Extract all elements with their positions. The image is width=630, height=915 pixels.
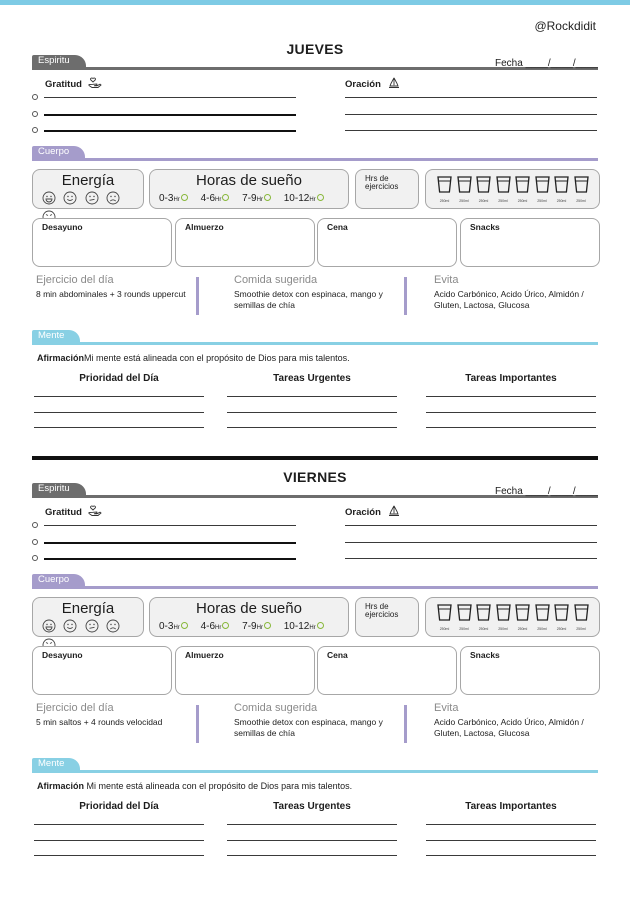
snacks-label: Snacks: [470, 650, 500, 660]
day-title: JUEVES: [286, 41, 344, 57]
oracion-line-2[interactable]: [345, 542, 597, 543]
ejercicio-text: 8 min abdominales + 3 rounds uppercut: [36, 289, 186, 299]
energia-label: Energía: [61, 600, 115, 617]
prioridad-line-3[interactable]: [34, 855, 204, 856]
snacks-box[interactable]: [460, 646, 600, 695]
oracion-label: Oración: [345, 505, 401, 518]
importantes-line-1[interactable]: [426, 824, 596, 825]
water-glass-label: 250ml: [556, 199, 567, 203]
water-glass-icon: [476, 176, 491, 193]
neutral-face-icon[interactable]: [85, 191, 99, 205]
top-accent-bar: [0, 0, 630, 5]
gratitud-label: Gratitud: [45, 505, 102, 518]
sleep-option[interactable]: 10-12Hr: [284, 621, 324, 632]
urgentes-heading: Tareas Urgentes: [273, 373, 351, 384]
horas-sueno-label: Horas de sueño: [196, 172, 302, 189]
water-glass[interactable]: [475, 604, 492, 631]
comida-heading: Comida sugerida: [234, 274, 318, 286]
prioridad-line-2[interactable]: [34, 840, 204, 841]
water-glass[interactable]: [514, 176, 531, 203]
water-glass-icon: [535, 604, 550, 621]
horas-sueno-box: [149, 597, 349, 637]
afirmacion: AfirmaciónMi mente está alineada con el propósito de Dios para mis talentos.: [37, 353, 350, 363]
day-viernes: [0, 469, 630, 915]
water-glass[interactable]: [553, 176, 570, 203]
cena-label: Cena: [327, 650, 348, 660]
section-rule-cuerpo: [32, 586, 598, 589]
water-glass[interactable]: [573, 604, 590, 631]
prioridad-line-3[interactable]: [34, 427, 204, 428]
sleep-radio-icon[interactable]: [222, 622, 229, 629]
evita-text: Acido Carbónico, Acido Úrico, Almidón / Gluten, Lactosa, Glucosa: [434, 717, 584, 738]
cena-label: Cena: [327, 222, 348, 232]
section-tab-espiritu: Espiritu: [32, 55, 86, 67]
water-glass-icon: [476, 604, 491, 621]
importantes-line-2[interactable]: [426, 412, 596, 413]
desayuno-label: Desayuno: [42, 650, 83, 660]
column-separator: [404, 705, 407, 743]
water-glass-icon: [515, 604, 530, 621]
happy-face-icon[interactable]: [63, 619, 77, 633]
sleep-radio-icon[interactable]: [317, 622, 324, 629]
gratitud-line-2[interactable]: [44, 114, 296, 116]
gratitud-bullet: [32, 111, 38, 117]
afirmacion: Afirmación Mi mente está alineada con el propósito de Dios para mis talentos.: [37, 781, 353, 791]
section-tab-cuerpo: Cuerpo: [32, 574, 85, 586]
section-rule-mente: [32, 342, 598, 345]
urgentes-line-1[interactable]: [227, 824, 397, 825]
urgentes-line-2[interactable]: [227, 412, 397, 413]
sleep-radio-icon[interactable]: [264, 622, 271, 629]
gratitud-bullet: [32, 555, 38, 561]
water-glass-icon: [437, 604, 452, 621]
desayuno-box[interactable]: [32, 646, 172, 695]
water-glass-icon: [496, 604, 511, 621]
day-jueves: [0, 41, 630, 487]
water-glass-icon: [457, 604, 472, 621]
sleep-option[interactable]: 4-6Hr: [201, 621, 230, 632]
water-glass-icon: [535, 176, 550, 193]
section-rule-mente: [32, 770, 598, 773]
cena-box[interactable]: [317, 646, 457, 695]
water-glasses: [436, 604, 592, 635]
water-glass[interactable]: [534, 604, 551, 631]
ejercicio-text: 5 min saltos + 4 rounds velocidad: [36, 717, 163, 727]
day-title: VIERNES: [283, 469, 347, 485]
sleep-radio-icon[interactable]: [264, 194, 271, 201]
comida-text: Smoothie detox con espinaca, mango y semillas de chía: [234, 717, 383, 738]
ejercicio-heading: Ejercicio del día: [36, 702, 114, 714]
gratitud-line-1[interactable]: [44, 525, 296, 526]
urgentes-line-1[interactable]: [227, 396, 397, 397]
sleep-radio-icon[interactable]: [181, 194, 188, 201]
water-glass-label: 250ml: [439, 199, 450, 203]
water-glass-icon: [496, 176, 511, 193]
horas-sueno-box: [149, 169, 349, 209]
oracion-line-1[interactable]: [345, 97, 597, 98]
water-glass-label: 250ml: [517, 627, 528, 631]
neutral-face-icon[interactable]: [85, 619, 99, 633]
desayuno-box[interactable]: [32, 218, 172, 267]
sleep-option[interactable]: 7-9Hr: [242, 621, 271, 632]
water-glass[interactable]: [436, 176, 453, 203]
water-glass-label: 250ml: [537, 199, 547, 203]
sleep-radio-icon[interactable]: [222, 194, 229, 201]
gratitud-bullet: [32, 539, 38, 545]
prioridad-line-2[interactable]: [34, 412, 204, 413]
water-glass-icon: [574, 604, 589, 621]
water-glass-icon: [554, 176, 569, 193]
gratitud-label: Gratitud: [45, 77, 102, 90]
importantes-line-3[interactable]: [426, 427, 596, 428]
energia-box: [32, 597, 144, 637]
gratitud-line-3[interactable]: [44, 130, 296, 132]
water-glass-label: 250ml: [498, 199, 508, 203]
hrs-ejercicios-box[interactable]: [355, 597, 419, 637]
water-glass-label: 250ml: [478, 627, 489, 631]
almuerzo-label: Almuerzo: [185, 222, 224, 232]
desayuno-label: Desayuno: [42, 222, 83, 232]
snacks-box[interactable]: [460, 218, 600, 267]
cena-box[interactable]: [317, 218, 457, 267]
almuerzo-box[interactable]: [175, 218, 315, 267]
almuerzo-label: Almuerzo: [185, 650, 224, 660]
praying-hands-icon: [387, 505, 401, 517]
energia-label: Energía: [61, 172, 115, 189]
water-tracker-box: [425, 169, 600, 209]
sleep-radio-icon[interactable]: [181, 622, 188, 629]
water-glass[interactable]: [514, 604, 531, 631]
hrs-ejercicios-label: Hrs de ejercicios: [365, 602, 399, 619]
ejercicio-heading: Ejercicio del día: [36, 274, 114, 286]
evita-heading: Evita: [434, 274, 459, 286]
comida-text: Smoothie detox con espinaca, mango y semillas de chía: [234, 289, 383, 310]
gratitud-bullet: [32, 127, 38, 133]
snacks-label: Snacks: [470, 222, 500, 232]
prioridad-heading: Prioridad del Día: [79, 373, 159, 384]
sleep-radio-icon[interactable]: [317, 194, 324, 201]
section-tab-cuerpo: Cuerpo: [32, 146, 85, 158]
urgentes-line-3[interactable]: [227, 855, 397, 856]
water-glass-label: 250ml: [459, 627, 469, 631]
energia-box: [32, 169, 144, 209]
prioridad-line-1[interactable]: [34, 396, 204, 397]
sleep-option[interactable]: 0-3Hr: [159, 621, 188, 632]
water-glass-icon: [437, 176, 452, 193]
sleep-options: [159, 193, 334, 204]
water-glass-label: 250ml: [459, 199, 469, 203]
importantes-line-3[interactable]: [426, 855, 596, 856]
sleep-option[interactable]: 7-9Hr: [242, 193, 271, 204]
sad-face-icon[interactable]: [106, 619, 120, 633]
water-glass-label: 250ml: [517, 199, 528, 203]
oracion-line-3[interactable]: [345, 130, 597, 131]
sleep-option[interactable]: 10-12Hr: [284, 193, 324, 204]
water-glass[interactable]: [553, 604, 570, 631]
brand-handle: @Rockdidit: [534, 19, 596, 33]
evita-heading: Evita: [434, 702, 459, 714]
water-glass-label: 250ml: [556, 627, 567, 631]
oracion-label: Oración: [345, 77, 401, 90]
water-glass-icon: [457, 176, 472, 193]
water-glass[interactable]: [456, 604, 473, 631]
sleep-options: [159, 621, 334, 632]
importantes-heading: Tareas Importantes: [465, 373, 557, 384]
almuerzo-box[interactable]: [175, 646, 315, 695]
column-separator: [196, 277, 199, 315]
water-glass[interactable]: [436, 604, 453, 631]
fecha-field[interactable]: Fecha ____/____/____: [495, 486, 598, 497]
gratitud-bullet: [32, 522, 38, 528]
importantes-line-1[interactable]: [426, 396, 596, 397]
section-rule-cuerpo: [32, 158, 598, 161]
sleep-option[interactable]: 0-3Hr: [159, 193, 188, 204]
water-glass[interactable]: [495, 604, 512, 631]
water-glass[interactable]: [456, 176, 473, 203]
water-glass-icon: [515, 176, 530, 193]
horas-sueno-label: Horas de sueño: [196, 600, 302, 617]
hrs-ejercicios-label: Hrs de ejercicios: [365, 174, 399, 191]
water-glass[interactable]: [495, 176, 512, 203]
water-glasses: [436, 176, 592, 207]
prioridad-line-1[interactable]: [34, 824, 204, 825]
water-glass[interactable]: [573, 176, 590, 203]
heart-hand-icon: [88, 77, 102, 89]
column-separator: [196, 705, 199, 743]
very-happy-face-icon[interactable]: [42, 619, 56, 633]
sleep-option[interactable]: 4-6Hr: [201, 193, 230, 204]
evita-text: Acido Carbónico, Acido Úrico, Almidón / Gluten, Lactosa, Glucosa: [434, 289, 584, 310]
prioridad-heading: Prioridad del Día: [79, 801, 159, 812]
urgentes-heading: Tareas Urgentes: [273, 801, 351, 812]
sad-face-icon[interactable]: [106, 191, 120, 205]
importantes-line-2[interactable]: [426, 840, 596, 841]
happy-face-icon[interactable]: [63, 191, 77, 205]
very-happy-face-icon[interactable]: [42, 191, 56, 205]
heart-hand-icon: [88, 505, 102, 517]
water-glass-label: 250ml: [576, 627, 586, 631]
urgentes-line-2[interactable]: [227, 840, 397, 841]
oracion-line-2[interactable]: [345, 114, 597, 115]
water-glass-icon: [574, 176, 589, 193]
praying-hands-icon: [387, 77, 401, 89]
oracion-line-1[interactable]: [345, 525, 597, 526]
section-tab-mente: Mente: [32, 758, 80, 770]
water-glass-label: 250ml: [537, 627, 547, 631]
water-glass-icon: [554, 604, 569, 621]
section-tab-mente: Mente: [32, 330, 80, 342]
fecha-field[interactable]: Fecha ____/____/____: [495, 58, 598, 69]
hrs-ejercicios-box[interactable]: [355, 169, 419, 209]
comida-heading: Comida sugerida: [234, 702, 318, 714]
urgentes-line-3[interactable]: [227, 427, 397, 428]
oracion-line-3[interactable]: [345, 558, 597, 559]
water-glass-label: 250ml: [576, 199, 586, 203]
importantes-heading: Tareas Importantes: [465, 801, 557, 812]
water-glass-label: 250ml: [439, 627, 450, 631]
section-tab-espiritu: Espiritu: [32, 483, 86, 495]
water-tracker-box: [425, 597, 600, 637]
gratitud-line-1[interactable]: [44, 97, 296, 98]
gratitud-line-2[interactable]: [44, 542, 296, 544]
water-glass-label: 250ml: [478, 199, 489, 203]
gratitud-line-3[interactable]: [44, 558, 296, 560]
water-glass-label: 250ml: [498, 627, 508, 631]
column-separator: [404, 277, 407, 315]
water-glass[interactable]: [475, 176, 492, 203]
water-glass[interactable]: [534, 176, 551, 203]
gratitud-bullet: [32, 94, 38, 100]
